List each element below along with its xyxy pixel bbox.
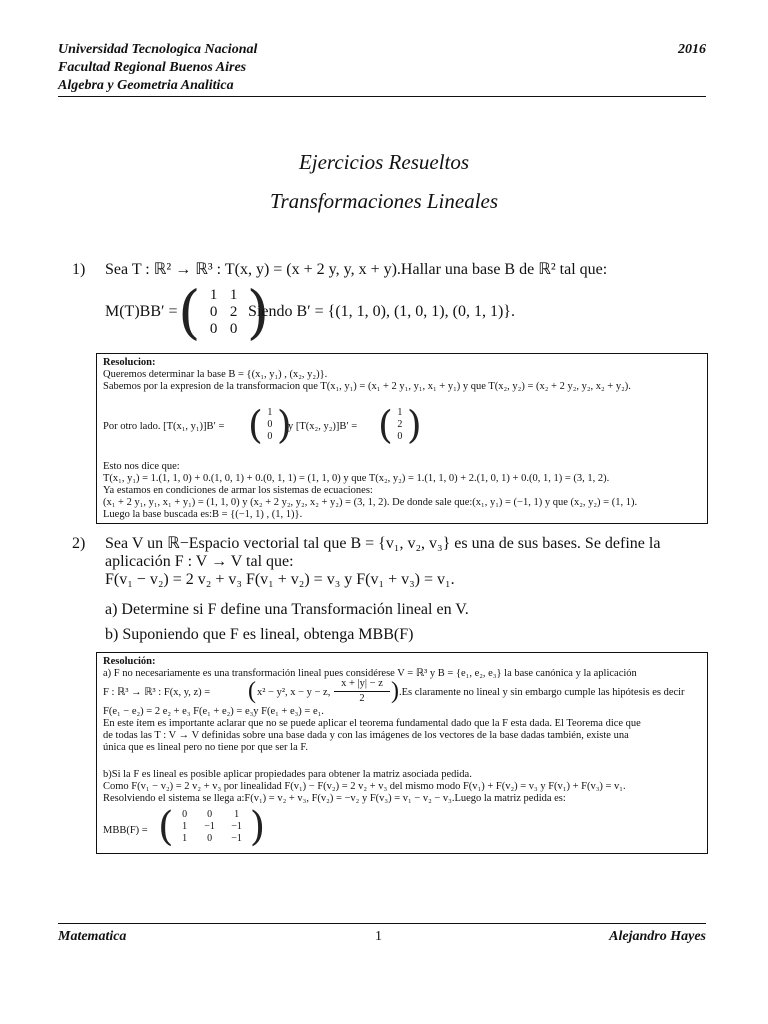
header-course: Algebra y Geometria Analitica: [58, 78, 234, 93]
solution-2-matrix-label: MBB(F) =: [103, 825, 148, 836]
solution-2-line: de todas las T : V → V definidas sobre una base dada y con las imágenes de los vectores de la base dadas también, existe una: [103, 730, 629, 741]
solution-2-line: F(e₁ − e₂) = 2 e₂ + e₃ F(e₁ + e₂) = e₃y F(e₁ + e₃) = e₁.: [103, 706, 324, 717]
document-subtitle: Transformaciones Lineales: [269, 189, 499, 213]
right-paren-icon: ): [276, 403, 292, 447]
header-year: 2016: [678, 42, 706, 57]
solution-1-vector-1: [248, 403, 292, 447]
solution-1-line: Queremos determinar la base B = {(x₁, y₁) , (x₂, y₂)}.: [103, 369, 328, 380]
solution-2-heading: Resolución:: [103, 656, 156, 667]
vector-cell: 0: [267, 431, 273, 442]
left-paren-icon: (: [158, 804, 174, 850]
vector-cell: 2: [397, 419, 403, 430]
vector-cells: [393, 407, 407, 443]
solution-1-line: Luego la base buscada es:B = {(−1, 1) , (1, 1)}.: [103, 509, 303, 520]
right-paren-icon: ): [391, 678, 399, 704]
right-paren-icon: ): [406, 403, 422, 447]
exercise-2-item-b: b) Suponiendo que F es lineal, obtenga MBB(F): [105, 626, 414, 643]
exercise-2-line: F(v₁ − v₂) = 2 v₂ + v₃ F(v₁ + v₂) = v₃ y F(v₁ + v₃) = v₁.: [105, 571, 455, 588]
footer-rule: [58, 923, 706, 924]
solution-2-matrix: [158, 804, 266, 850]
exercise-1-siendo: Siendo B′ = {(1, 1, 0), (1, 0, 1), (0, 1, 1)}.: [248, 303, 515, 320]
exercise-1-matrix-label: M(T)BB′ =: [105, 303, 178, 320]
exercise-1-number: 1): [72, 261, 86, 278]
matrix-cell: 2: [229, 303, 238, 320]
exercise-1-statement: Sea T : ℝ² → ℝ³ : T(x, y) = (x + 2 y, y, x + y).Hallar una base B de ℝ² tal que:: [105, 261, 608, 278]
right-paren-icon: ): [249, 804, 266, 850]
solution-1-line: Por otro lado. [T(x₁, y₁)]B′ =: [103, 421, 225, 432]
right-paren-icon: ): [246, 278, 270, 346]
vector-cell: 0: [267, 419, 273, 430]
solution-2-line: Como F(v₁ − v₂) = 2 v₂ + v₃ por linealidad F(v₁) − F(v₂) = 2 v₂ + v₃ del mismo modo F(v₁) + F(v₂) = v₃ y F(v₁) + F(v₃) = v₁.: [103, 781, 626, 792]
footer-author: Alejandro Hayes: [609, 929, 706, 944]
solution-2-line: .Es claramente no lineal y sin embargo cumple las hipótesis es decir: [399, 687, 685, 698]
left-paren-icon: (: [178, 278, 201, 346]
solution-2-formula: x² − y², x − y − z,: [257, 687, 331, 698]
exercise-2-line: aplicación F : V → V tal que:: [105, 553, 294, 570]
matrix-cell: 0: [207, 833, 213, 844]
matrix-cell: 0: [229, 320, 238, 337]
matrix-cell: 1: [182, 821, 188, 832]
matrix-cell: 0: [209, 303, 218, 320]
matrix-cell: 0: [207, 809, 213, 820]
vector-cell: 1: [267, 407, 273, 418]
matrix-cell: 1: [229, 286, 238, 303]
solution-2-line: Resolviendo el sistema se llega a:F(v₁) = v₂ + v₃, F(v₂) = −v₂ y F(v₃) = v₁ − v₂ − v₃.Luego la matriz pedida es:: [103, 793, 566, 804]
matrix-cell: 0: [182, 809, 188, 820]
document-title: Ejercicios Resueltos: [298, 150, 470, 174]
solution-1-line: T(x₁, y₁) = 1.(1, 1, 0) + 0.(1, 0, 1) + 0.(0, 1, 1) = (1, 1, 0) y que T(x₂, y₂) = 1.(1, 1, 0) + 2.(1, 0, 1) + 0.(0, 1, 1) = (3, 1, 2).: [103, 473, 610, 484]
page-header: [58, 41, 706, 95]
matrix-cell: 1: [209, 286, 218, 303]
matrix-cell: −1: [231, 833, 242, 844]
left-paren-icon: (: [248, 403, 263, 447]
header-university: Universidad Tecnologica Nacional: [58, 42, 258, 57]
vector-cell: 0: [397, 431, 403, 442]
solution-1-line: Sabemos por la expresion de la transformacion que T(x₁, y₁) = (x₁ + 2 y₁, y₁, x₁ + y₁) y que T(x₂, y₂) = (x₂ + 2 y₂, y₂, x₂ + y₂).: [103, 381, 631, 392]
exercise-2-number: 2): [72, 535, 86, 552]
matrix-cell: −1: [204, 821, 215, 832]
solution-1-line: Ya estamos en condiciones de armar los sistemas de ecuaciones:: [103, 485, 373, 496]
solution-1-vector-2: [378, 403, 422, 447]
matrix-cell: 1: [182, 833, 188, 844]
exercise-1-matrix-cells: [204, 287, 244, 338]
header-rule: [58, 96, 706, 97]
solution-1-line: y [T(x₂, y₂)]B′ =: [288, 421, 358, 432]
matrix-cells: [174, 809, 250, 845]
solution-2-line: En este ítem es importante aclarar que no se puede aplicar el teorema fundamental dado que la F esta dada. El Teorema dice que: [103, 718, 641, 729]
solution-1-line: (x₁ + 2 y₁, y₁, x₁ + y₁) = (1, 1, 0) y (x₂ + 2 y₂, y₂, x₂ + y₂) = (3, 1, 2). De donde sale que:(x₁, y₁) = (−1, 1) y que (x₂, y₂) = (1, 1).: [103, 497, 638, 508]
vector-cells: [263, 407, 277, 443]
solution-2-line: a) F no necesariamente es una transformación lineal pues considérese V = ℝ³ y B = {e₁, e₂, e₃} la base canónica y la aplicación: [103, 668, 637, 679]
left-paren-icon: (: [248, 678, 256, 704]
vector-cell: 1: [397, 407, 403, 418]
matrix-cell: 0: [209, 320, 218, 337]
footer-left: Matematica: [58, 929, 127, 944]
fraction-bar: [334, 691, 390, 692]
solution-1-heading: Resolucion:: [103, 357, 156, 368]
matrix-cell: −1: [231, 821, 242, 832]
fraction-denominator: 2: [359, 693, 365, 704]
fraction-numerator: x + |y| − z: [341, 678, 383, 689]
exercise-2-line: Sea V un ℝ−Espacio vectorial tal que B = {v₁, v₂, v₃} es una de sus bases. Se define la: [105, 535, 661, 552]
solution-2-line: F : ℝ³ → ℝ³ : F(x, y, z) =: [103, 687, 211, 698]
page-number: 1: [375, 929, 382, 944]
solution-1-line: Esto nos dice que:: [103, 461, 180, 472]
matrix-cell: 1: [234, 809, 240, 820]
header-faculty: Facultad Regional Buenos Aires: [58, 60, 247, 75]
solution-2-line: b)Si la F es lineal es posible aplicar propiedades para obtener la matriz asociada pedida.: [103, 769, 472, 780]
exercise-2-item-a: a) Determine si F define una Transformación lineal en V.: [105, 601, 469, 618]
solution-2-line: única que es lineal pero no tiene por que ser la F.: [103, 742, 309, 753]
left-paren-icon: (: [378, 403, 393, 447]
